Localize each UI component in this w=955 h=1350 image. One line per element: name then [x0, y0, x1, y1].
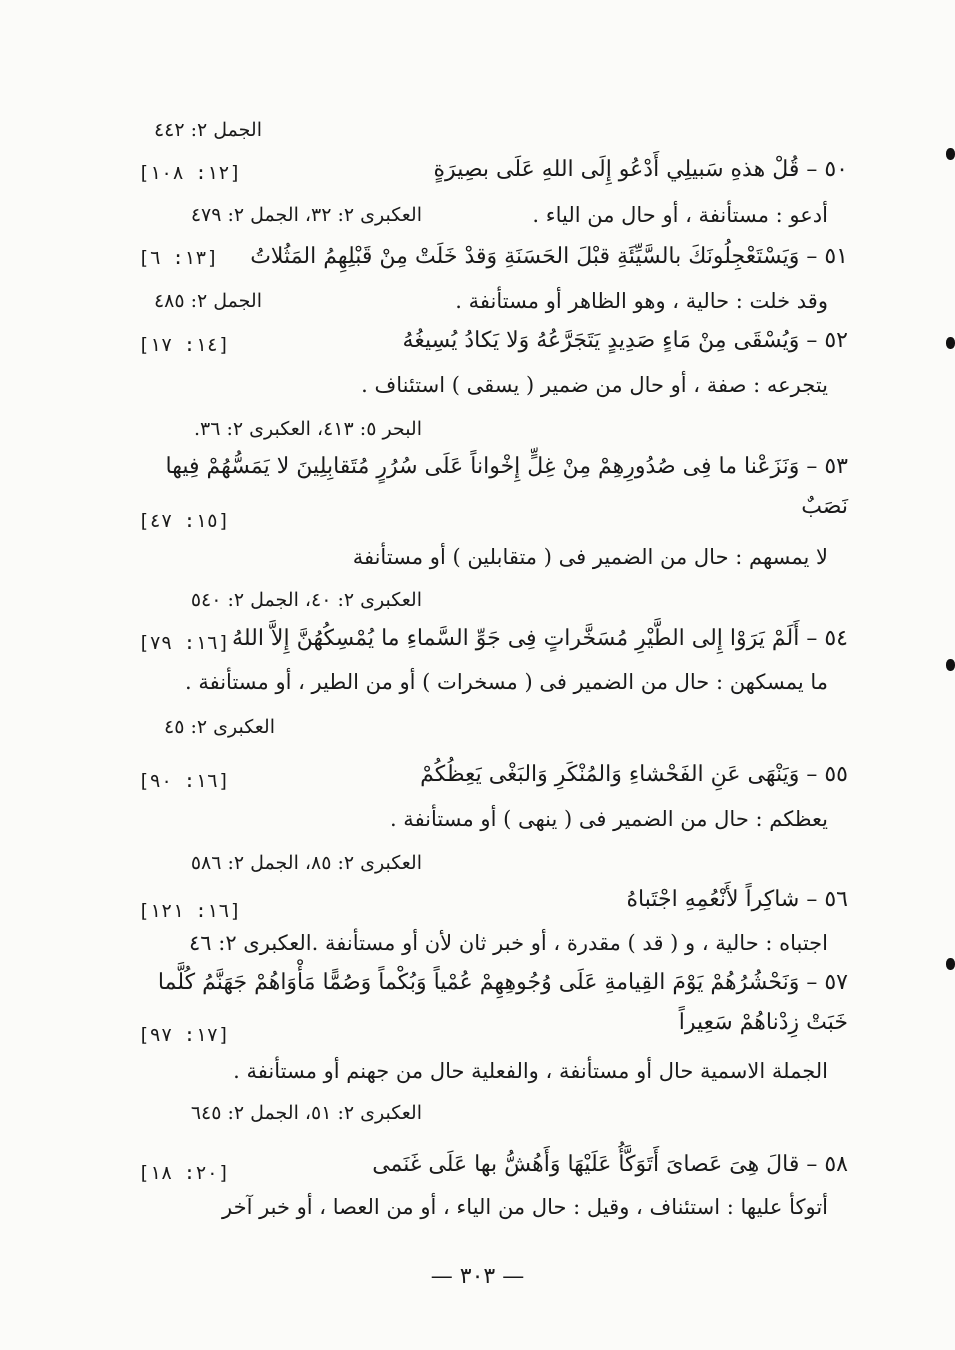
- verse-line: ٥٦ – شاكِراً لأَنْعُمِهِ اجْتَباهُ: [626, 887, 848, 912]
- verse-line: ٥٤ – أَلَمْ يَرَوْا إِلى الطَّيْرِ مُسَخَّراتٍ فِى جَوِّ السَّماءِ ما يُمْسِكُهُنَّ إِلاَّ اللهُ: [232, 626, 848, 651]
- commentary-line: وقد خلت : حالية ، وهو الظاهر أو مستأنفة .: [455, 289, 828, 313]
- verse-line: ٥٧ – وَنَحْشُرُهُمْ يَوْمَ القِيامةِ عَلَى وُجُوهِهِمْ عُمْياً وَبُكْماً وَصُمًّا مَأْوَاهُمْ جَهَنَّمُ كُلَّما: [157, 970, 848, 995]
- verse-reference: [١٤: ١٧]: [138, 334, 230, 356]
- commentary-line: اجتباه : حالية ، و ( قد ) مقدرة ، أو خبر ثان لأن أو مستأنفة .العكبرى ٢: ٤٦: [189, 931, 828, 955]
- verse-reference: [١٥: ٤٧]: [138, 510, 230, 532]
- commentary-line: يعظكم : حال من الضمير فى ( ينهى ) أو مستأنفة .: [389, 807, 828, 831]
- verse-line: خَبَتْ زِدْناهُمْ سَعِيراً: [678, 1010, 848, 1035]
- source-citation: العكبرى ٢: ٨٥، الجمل ٢: ٥٨٦: [190, 852, 422, 874]
- verse-line: ٥٢ – وَيُسْقَى مِنْ مَاءٍ صَدِيدٍ يَتَجَرَّعُهُ وَلا يَكادُ يُسِيغُهُ: [402, 328, 848, 353]
- verse-reference: [١٢: ١٠٨]: [138, 162, 242, 184]
- commentary-line: ما يمسكهن : حال من الضمير فى ( مسخرات ) أو من الطير ، أو مستأنفة .: [184, 670, 828, 694]
- verse-reference: [١٦: ٧٩]: [138, 632, 230, 654]
- source-citation: الجمل ٢: ٤٤٢: [153, 119, 262, 141]
- source-citation: البحر ٥: ٤١٣، العكبرى ٢: ٣٦.: [193, 418, 422, 440]
- verse-line: نَصَبٌ: [801, 494, 848, 519]
- source-citation: العكبرى ٢: ٥١، الجمل ٢: ٦٤٥: [190, 1102, 422, 1124]
- source-citation: العكبرى ٢: ٣٢، الجمل ٢: ٤٧٩: [190, 204, 422, 226]
- verse-line: ٥٨ – قالَ هِىَ عَصاىَ أَتَوَكَّأُ عَلَيْهَا وَأَهُشُّ بها عَلَى غَنَمى: [372, 1152, 848, 1177]
- margin-mark: [946, 148, 955, 160]
- verse-line: ٥١ – وَيَسْتَعْجِلُونَكَ بالسَّيِّئَةِ قبْلَ الحَسَنَةِ وَقدْ خَلَتْ مِنْ قَبْلِهِمُ المَثُلاتُ: [250, 244, 848, 269]
- source-citation: العكبرى ٢: ٤٥: [164, 716, 275, 738]
- verse-reference: [١٣: ٦]: [138, 247, 219, 269]
- margin-mark: [946, 958, 955, 970]
- verse-reference: [١٧: ٩٧]: [138, 1024, 230, 1046]
- margin-mark: [946, 337, 955, 349]
- verse-line: ٥٥ – وَيَنْهَى عَنِ الفَحْشاءِ وَالمُنْكَرِ وَالبَغْى يَعِظُكُمْ: [420, 762, 848, 787]
- commentary-line: الجملة الاسمية حال أو مستأنفة ، والفعلية حال من جهنم أو مستأنفة .: [233, 1059, 828, 1083]
- verse-reference: [١٦: ٩٠]: [138, 770, 230, 792]
- verse-reference: [١٦: ١٢١]: [138, 900, 242, 922]
- verse-line: ٥٠ – قُلْ هذهِ سَبيلِي أَدْعُو إِلَى اللهِ عَلَى بصِيرَةٍ: [433, 157, 848, 182]
- page-number: — ٣٠٣ —: [430, 1264, 525, 1289]
- source-citation: الجمل ٢: ٤٨٥: [153, 290, 262, 312]
- commentary-line: لا يمسهم : حال من الضمير فى ( متقابلين ) أو مستأنفة: [352, 545, 828, 569]
- source-citation: العكبرى ٢: ٤٠، الجمل ٢: ٥٤٠: [190, 589, 422, 611]
- commentary-line: أتوكأ عليها : استئناف ، وقيل : حال من الياء ، أو من العصا ، أو خبر آخر: [222, 1195, 828, 1219]
- verse-reference: [٢٠: ١٨]: [138, 1162, 230, 1184]
- commentary-line: أدعو : مستأنفة ، أو حال من الياء .: [532, 203, 828, 227]
- margin-mark: [946, 659, 955, 671]
- commentary-line: يتجرعه : صفة ، أو حال من ضمير ( يسقى ) استئناف .: [361, 373, 828, 397]
- verse-line: ٥٣ – وَنَزَعْنا ما فِى صُدُورِهِمْ مِنْ غِلٍّ إِخْواناً عَلَى سُرُرٍ مُتَقابِلِينَ لا يَمَسُّهُمْ فِيها: [165, 454, 848, 479]
